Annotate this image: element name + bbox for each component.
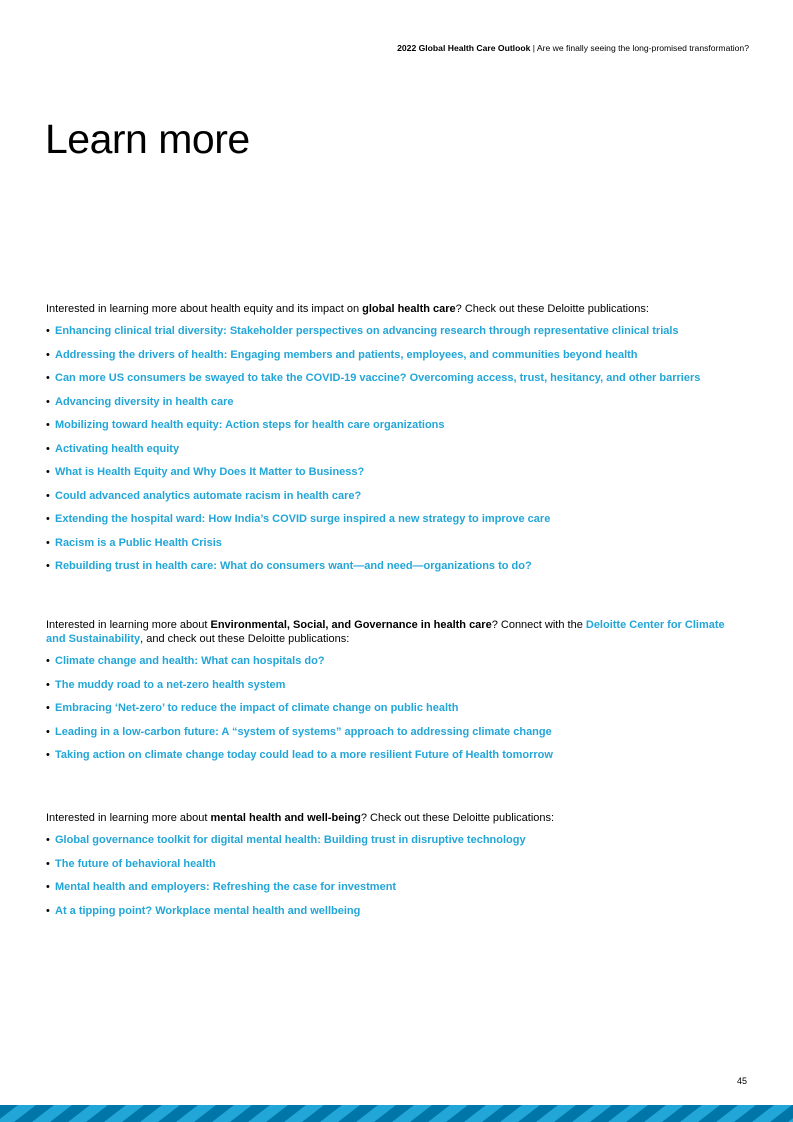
list-item — [46, 489, 736, 513]
list-item — [46, 559, 736, 583]
list-item — [46, 324, 736, 348]
publication-link[interactable]: Leading in a low-carbon future: A “system of systems” approach to addressing climate change — [55, 725, 552, 738]
publication-list — [46, 324, 736, 583]
bullet: • — [46, 655, 50, 667]
publication-link[interactable]: The future of behavioral health — [55, 857, 216, 870]
intro-text: Interested in learning more about — [46, 619, 211, 631]
section-intro — [46, 618, 736, 646]
bullet: • — [46, 442, 50, 455]
bullet: • — [46, 372, 50, 384]
section-intro — [46, 302, 736, 316]
header-separator: | — [530, 43, 537, 53]
publication-list — [46, 654, 736, 772]
bullet: • — [46, 834, 50, 846]
bullet: • — [46, 489, 50, 502]
list-item — [46, 348, 736, 372]
bullet: • — [46, 466, 50, 478]
publication-link[interactable]: Addressing the drivers of health: Engaging members and patients, employees, and communities beyond health — [55, 348, 638, 361]
climate-center-link[interactable]: Deloitte Center for Climate and Sustainability — [46, 619, 725, 645]
intro-text-end: , and check out these Deloitte publications: — [140, 633, 350, 645]
publication-link[interactable]: Embracing ‘Net-zero’ to reduce the impact of climate change on public health — [55, 702, 459, 714]
bullet: • — [46, 348, 50, 361]
list-item — [46, 880, 736, 904]
bullet: • — [46, 881, 50, 893]
bullet: • — [46, 325, 50, 337]
publication-link[interactable]: At a tipping point? Workplace mental health and wellbeing — [55, 904, 361, 917]
intro-text-end: ? Check out these Deloitte publications: — [455, 303, 649, 315]
bullet: • — [46, 702, 50, 714]
publication-link[interactable]: Taking action on climate change today could lead to a more resilient Future of Health tomorrow — [55, 749, 553, 761]
bullet: • — [46, 749, 50, 761]
list-item — [46, 833, 736, 857]
publication-link[interactable]: Mental health and employers: Refreshing the case for investment — [55, 881, 397, 893]
publication-link[interactable]: Extending the hospital ward: How India’s COVID surge inspired a new strategy to improve care — [55, 513, 551, 525]
report-subtitle: Are we finally seeing the long-promised transformation? — [536, 43, 749, 53]
publication-link[interactable]: Rebuilding trust in health care: What do consumers want—and need—organizations to do? — [55, 560, 532, 572]
page-title: Learn more — [45, 116, 250, 162]
list-item — [46, 536, 736, 560]
publication-link[interactable]: Global governance toolkit for digital mental health: Building trust in disruptive technology — [55, 834, 526, 846]
list-item — [46, 442, 736, 466]
list-item — [46, 725, 736, 749]
health-equity-section — [46, 302, 736, 583]
publication-link[interactable]: Climate change and health: What can hospitals do? — [55, 655, 325, 667]
publication-link[interactable]: Advancing diversity in health care — [55, 395, 234, 408]
list-item — [46, 857, 736, 881]
running-header — [397, 43, 749, 53]
intro-text-mid: ? Connect with the — [491, 619, 586, 631]
bullet: • — [46, 419, 50, 431]
list-item — [46, 678, 736, 702]
intro-text: Interested in learning more about health equity and its impact on — [46, 303, 363, 315]
bullet: • — [46, 857, 50, 870]
intro-emphasis: global health care — [362, 303, 456, 315]
bullet: • — [46, 395, 50, 408]
publication-list — [46, 833, 736, 927]
list-item — [46, 904, 736, 928]
intro-emphasis: mental health and well-being — [210, 812, 361, 824]
publication-link[interactable]: Racism is a Public Health Crisis — [55, 536, 222, 549]
report-title: 2022 Global Health Care Outlook — [397, 43, 531, 53]
page-number: 45 — [736, 1076, 747, 1086]
list-item — [46, 395, 736, 419]
publication-link[interactable]: Enhancing clinical trial diversity: Stakeholder perspectives on advancing research through representative clinical trials — [55, 325, 679, 337]
list-item — [46, 512, 736, 536]
footer-stripe-band — [0, 1105, 793, 1122]
list-item — [46, 418, 736, 442]
bullet: • — [46, 560, 50, 572]
publication-link[interactable]: Activating health equity — [55, 442, 180, 455]
list-item — [46, 371, 736, 395]
intro-text: Interested in learning more about — [46, 812, 211, 824]
bullet: • — [46, 725, 50, 738]
publication-link[interactable]: Can more US consumers be swayed to take the COVID-19 vaccine? Overcoming access, trust, hesitancy, and other barriers — [55, 372, 701, 384]
publication-link[interactable]: Mobilizing toward health equity: Action steps for health care organizations — [55, 419, 445, 431]
bullet: • — [46, 536, 50, 549]
intro-text-end: ? Check out these Deloitte publications: — [360, 812, 555, 824]
intro-emphasis: Environmental, Social, and Governance in health care — [210, 619, 492, 631]
section-intro — [46, 811, 736, 825]
list-item — [46, 654, 736, 678]
publication-link[interactable]: The muddy road to a net-zero health system — [55, 678, 286, 691]
publication-link[interactable]: Could advanced analytics automate racism in health care? — [55, 489, 362, 502]
list-item — [46, 748, 736, 772]
publication-link[interactable]: What is Health Equity and Why Does It Matter to Business? — [55, 466, 365, 478]
list-item — [46, 465, 736, 489]
bullet: • — [46, 513, 50, 525]
esg-section — [46, 618, 736, 772]
list-item — [46, 701, 736, 725]
bullet: • — [46, 904, 50, 917]
mental-health-section — [46, 811, 736, 927]
bullet: • — [46, 678, 50, 691]
